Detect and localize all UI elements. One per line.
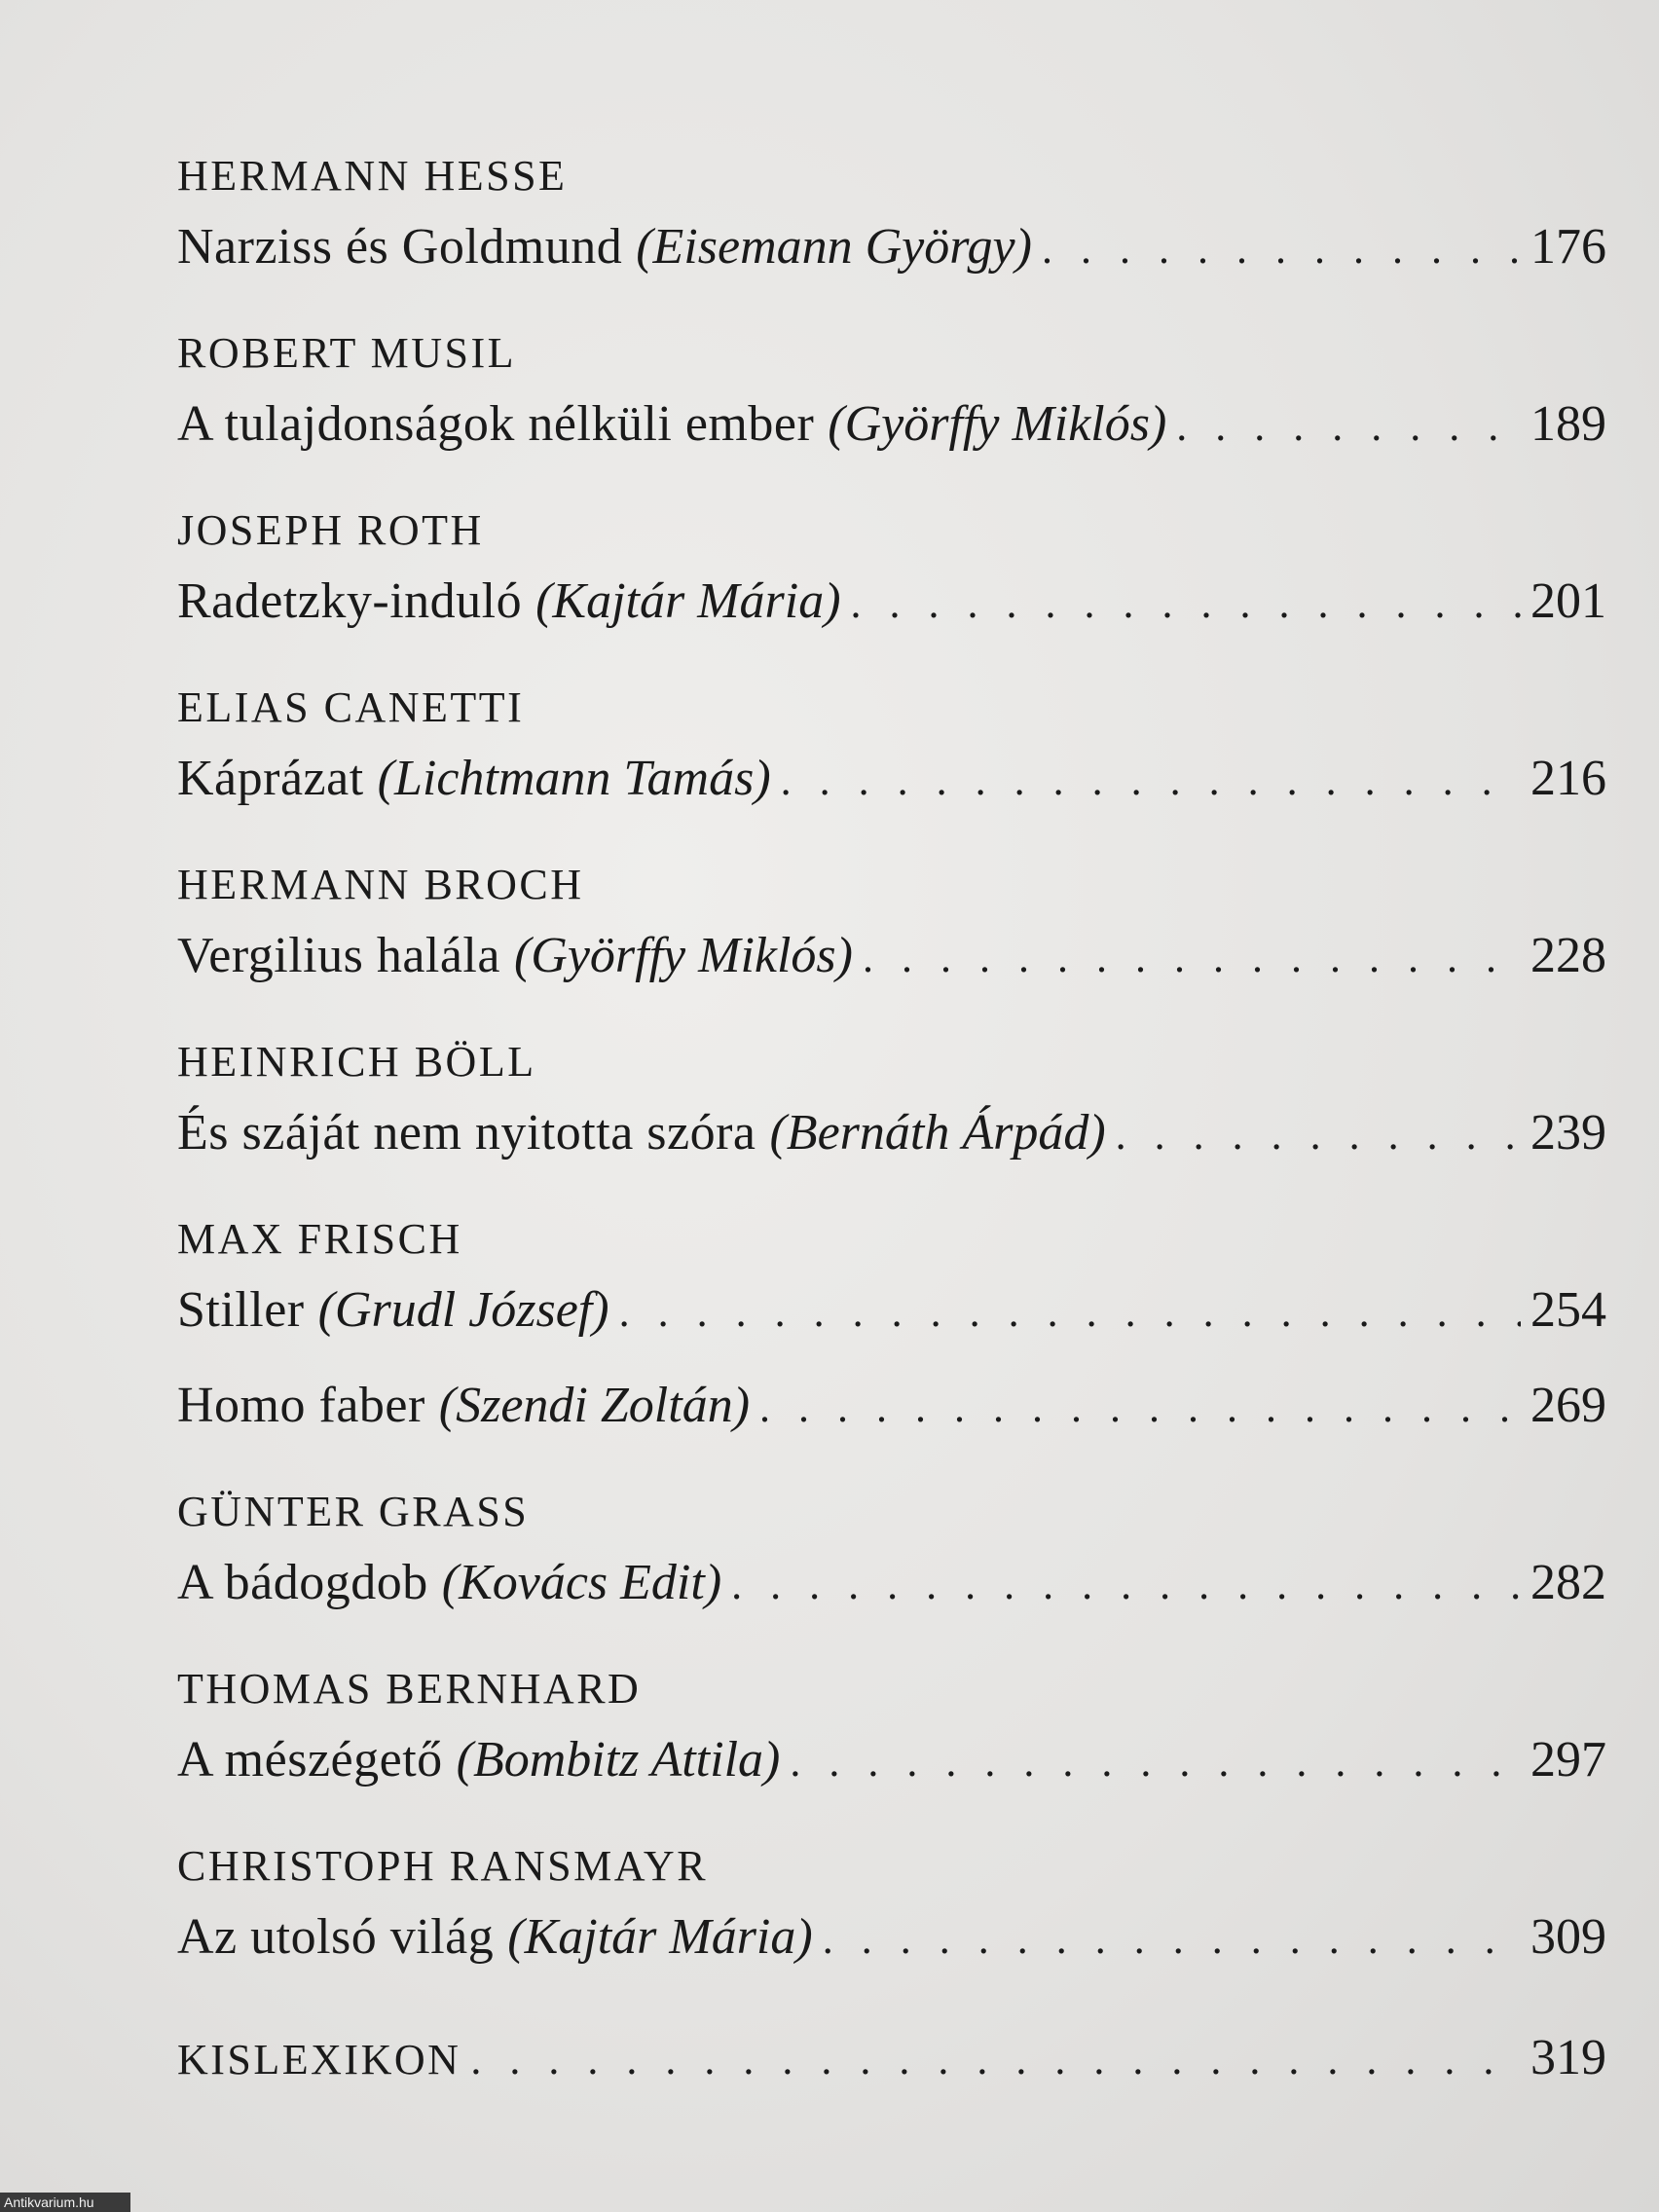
dot-leader (619, 1272, 1521, 1353)
page-number: 309 (1530, 1909, 1606, 1965)
toc-line (177, 561, 1606, 643)
page-number: 239 (1530, 1105, 1606, 1161)
page-number: 297 (1530, 1732, 1606, 1788)
toc-entry (177, 1209, 1606, 1351)
dot-leader (781, 740, 1521, 822)
dot-leader (790, 1721, 1521, 1803)
page-number: 201 (1530, 573, 1606, 629)
toc-line (177, 1092, 1606, 1174)
toc-line (177, 915, 1606, 997)
translator-name: (Györffy Miklós) (828, 396, 1167, 452)
toc-entry (177, 1659, 1606, 1801)
author-name: HERMANN HESSE (177, 152, 568, 200)
page-number: 216 (1530, 751, 1606, 806)
page-number: 282 (1530, 1555, 1606, 1610)
toc-line (177, 1365, 1606, 1447)
toc-entry (177, 500, 1606, 643)
translator-name: (Grudl József) (317, 1282, 609, 1338)
dot-leader (823, 1899, 1521, 1980)
toc-line (177, 1542, 1606, 1624)
toc-line (177, 384, 1606, 465)
toc-line (177, 1897, 1606, 1978)
toc-entry-kislexikon (177, 2017, 1606, 2099)
page-number: 228 (1530, 928, 1606, 983)
translator-name: (Bombitz Attila) (456, 1732, 781, 1788)
dot-leader (851, 563, 1521, 645)
work-title: KISLEXIKON (177, 2036, 461, 2083)
toc-line (177, 1270, 1606, 1351)
work-title: Az utolsó világ (177, 1909, 495, 1965)
dot-leader (1042, 208, 1521, 290)
table-of-contents (177, 146, 1606, 2134)
toc-line (177, 2017, 1606, 2099)
author-name: MAX FRISCH (177, 1215, 462, 1263)
work-title: A tulajdonságok nélküli ember (177, 396, 815, 452)
toc-entry (177, 855, 1606, 997)
work-title: A mészégető (177, 1732, 443, 1788)
work-title: A bádogdob (177, 1555, 428, 1610)
page-number: 189 (1530, 396, 1606, 452)
toc-line (177, 738, 1606, 820)
page-number: 269 (1530, 1378, 1606, 1433)
work-title: És száját nem nyitotta szóra (177, 1105, 756, 1161)
translator-name: (Szendi Zoltán) (438, 1378, 751, 1433)
author-name: HEINRICH BÖLL (177, 1038, 536, 1086)
translator-name: (Eisemann György) (636, 219, 1032, 275)
page-number: 319 (1530, 2030, 1606, 2085)
toc-entry (177, 1836, 1606, 1978)
toc-line (177, 1719, 1606, 1801)
toc-entry (177, 1365, 1606, 1447)
author-name: HERMANN BROCH (177, 861, 584, 908)
translator-name: (Kajtár Mária) (535, 573, 841, 629)
toc-line (177, 206, 1606, 288)
dot-leader (863, 917, 1521, 999)
toc-entry (177, 678, 1606, 820)
dot-leader (759, 1367, 1521, 1449)
work-title: Káprázat (177, 751, 364, 806)
author-name: JOSEPH ROTH (177, 506, 484, 554)
dot-leader (1116, 1094, 1521, 1176)
work-title: Homo faber (177, 1378, 425, 1433)
work-title: Narziss és Goldmund (177, 219, 623, 275)
page-number: 254 (1530, 1282, 1606, 1338)
dot-leader (731, 1544, 1521, 1626)
toc-entry (177, 1032, 1606, 1174)
translator-name: (Lichtmann Tamás) (377, 751, 771, 806)
author-name: GÜNTER GRASS (177, 1488, 530, 1535)
toc-entry (177, 1482, 1606, 1624)
author-name: CHRISTOPH RANSMAYR (177, 1842, 709, 1890)
work-title: Radetzky-induló (177, 573, 523, 629)
work-title: Vergilius halála (177, 928, 500, 983)
watermark: Antikvarium.hu (0, 2193, 130, 2212)
translator-name: (Kajtár Mária) (507, 1909, 813, 1965)
toc-entry (177, 146, 1606, 288)
translator-name: (Bernáth Árpád) (769, 1105, 1106, 1161)
author-name: ROBERT MUSIL (177, 329, 517, 377)
page-number: 176 (1530, 219, 1606, 275)
translator-name: (Györffy Miklós) (513, 928, 853, 983)
toc-entry (177, 323, 1606, 465)
author-name: ELIAS CANETTI (177, 683, 525, 731)
translator-name: (Kovács Edit) (441, 1555, 722, 1610)
dot-leader (1176, 386, 1521, 467)
dot-leader (470, 2019, 1521, 2101)
work-title: Stiller (177, 1282, 305, 1338)
author-name: THOMAS BERNHARD (177, 1665, 642, 1713)
